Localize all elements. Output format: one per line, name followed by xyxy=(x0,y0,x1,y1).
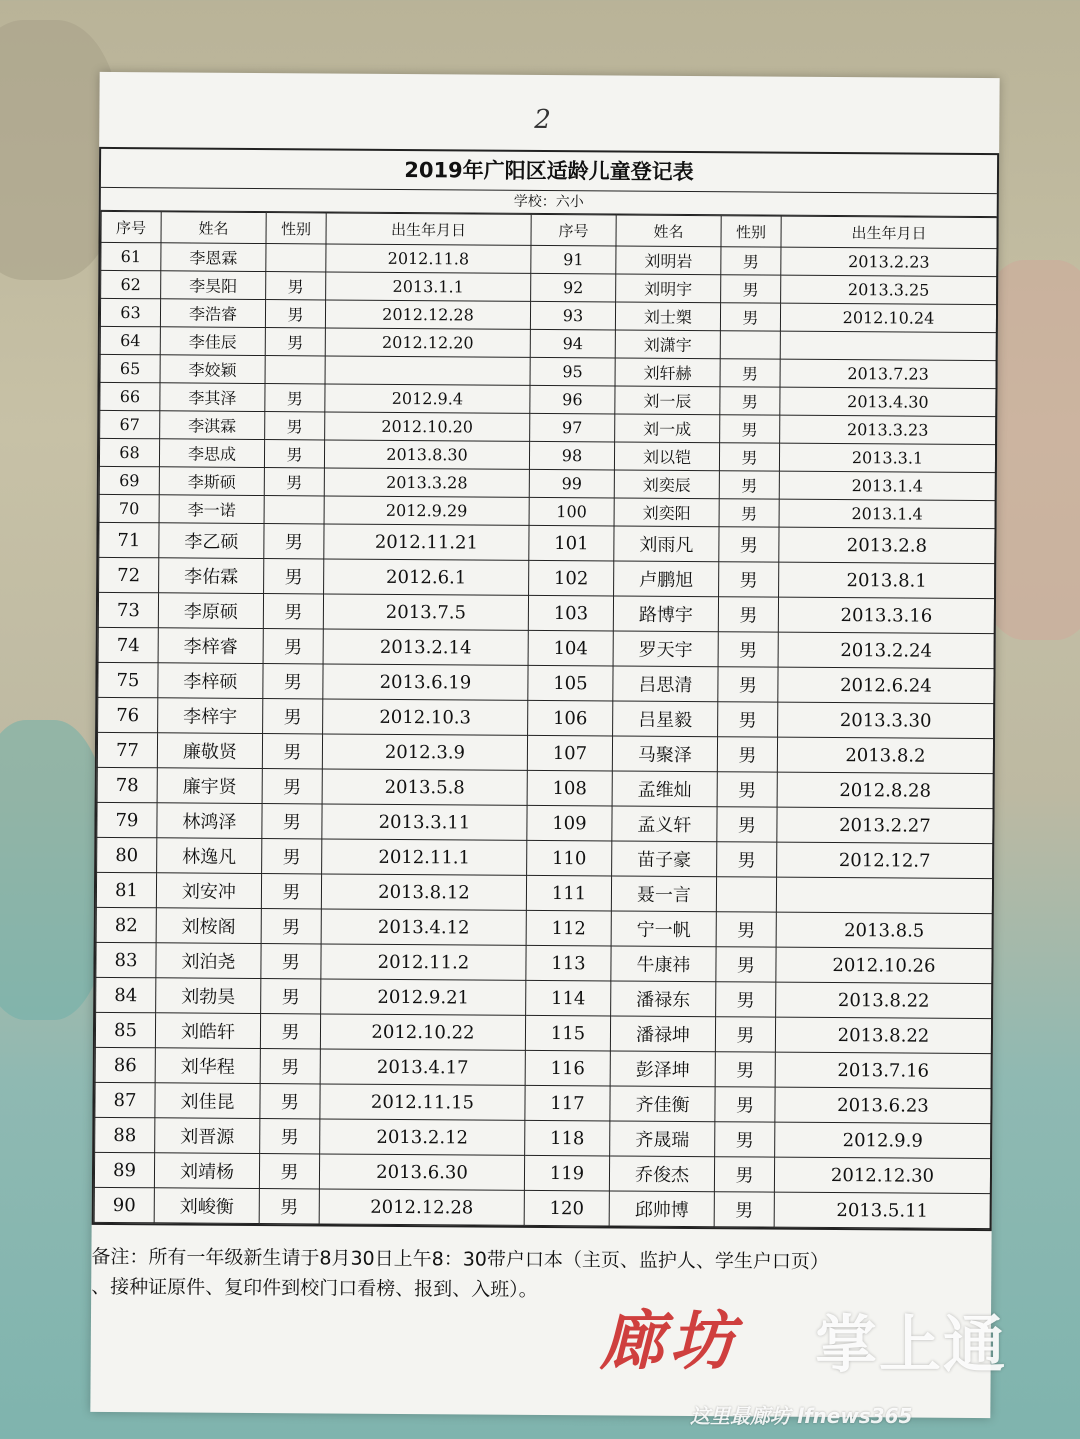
table-cell: 85 xyxy=(95,1012,155,1047)
table-cell: 齐佳衡 xyxy=(610,1086,715,1122)
table-cell: 男 xyxy=(719,562,779,597)
table-cell: 2013.6.30 xyxy=(319,1154,524,1190)
table-cell: 71 xyxy=(99,522,159,557)
table-cell xyxy=(265,356,325,384)
table-cell: 男 xyxy=(260,1049,320,1084)
table-cell: 李斯硕 xyxy=(159,467,264,496)
table-cell: 男 xyxy=(261,874,321,909)
table-cell: 101 xyxy=(529,525,614,561)
table-cell: 2012.11.8 xyxy=(326,244,531,273)
table-cell: 刘勃昊 xyxy=(156,978,261,1014)
table-cell: 2012.10.26 xyxy=(776,947,992,984)
table-cell: 2012.12.20 xyxy=(325,328,530,357)
table-cell: 吕星毅 xyxy=(613,701,718,737)
table-cell: 刘明宇 xyxy=(616,274,721,303)
table-cell: 男 xyxy=(717,737,777,772)
table-cell: 男 xyxy=(715,1122,775,1157)
table-cell: 2013.8.30 xyxy=(324,440,529,469)
table-cell: 男 xyxy=(715,1087,775,1122)
table-cell: 2013.5.8 xyxy=(322,769,527,805)
table-cell: 李乙硕 xyxy=(159,523,264,559)
table-cell: 李原硕 xyxy=(158,593,263,629)
header-cell: 姓名 xyxy=(161,212,266,244)
table-cell: 林逸凡 xyxy=(157,838,262,874)
table-cell: 男 xyxy=(718,597,778,632)
table-cell: 卢鹏旭 xyxy=(614,561,719,597)
table-cell: 82 xyxy=(96,907,156,942)
registration-table xyxy=(94,211,998,1229)
table-cell: 男 xyxy=(716,947,776,982)
table-cell: 李昊阳 xyxy=(161,271,266,300)
page-number: 2 xyxy=(534,104,552,136)
table-cell: 2013.4.30 xyxy=(780,387,996,417)
table-cell: 男 xyxy=(266,272,326,300)
table-cell: 男 xyxy=(715,1017,775,1052)
table-cell: 2013.6.19 xyxy=(323,664,528,700)
table-cell: 刘桉阁 xyxy=(156,908,261,944)
table-cell: 2012.11.1 xyxy=(322,839,527,875)
header-cell: 序号 xyxy=(101,211,161,242)
table-cell: 李淇霖 xyxy=(160,411,265,440)
table-cell: 刘泊尧 xyxy=(156,943,261,979)
table-cell xyxy=(325,356,530,385)
table-cell: 男 xyxy=(264,440,324,468)
table-cell: 2013.1.4 xyxy=(779,471,995,501)
watermark-red-text: 廊坊 xyxy=(600,1304,740,1379)
table-cell: 2013.5.11 xyxy=(774,1192,990,1229)
table-cell: 103 xyxy=(528,595,613,631)
table-cell: 2012.12.7 xyxy=(777,842,993,879)
table-cell xyxy=(720,331,780,359)
table-cell: 111 xyxy=(526,875,611,911)
table-cell: 2013.3.23 xyxy=(780,415,996,445)
remark-line: 备注：所有一年级新生请于8月30日上午8：30带户口本（主页、监护人、学生户口页） xyxy=(91,1245,830,1273)
table-cell: 2012.12.28 xyxy=(319,1189,524,1225)
table-cell: 2012.6.1 xyxy=(324,559,529,595)
table-cell: 75 xyxy=(98,662,158,697)
table-cell: 2013.8.22 xyxy=(776,982,992,1019)
table-cell: 男 xyxy=(720,415,780,443)
table-cell: 男 xyxy=(714,1157,774,1192)
table-cell: 64 xyxy=(100,326,160,354)
table-cell: 63 xyxy=(100,298,160,326)
table-cell: 聂一言 xyxy=(611,876,716,912)
table-cell: 男 xyxy=(720,303,780,331)
table-cell: 男 xyxy=(717,842,777,877)
table-cell: 刘安冲 xyxy=(156,873,261,909)
table-cell: 74 xyxy=(98,627,158,662)
table-cell: 马聚泽 xyxy=(612,736,717,772)
table-cell xyxy=(264,496,324,524)
table-cell: 刘雨凡 xyxy=(614,526,719,562)
table-cell: 男 xyxy=(716,982,776,1017)
table-cell: 68 xyxy=(99,438,159,466)
table-cell: 76 xyxy=(98,697,158,732)
table-cell: 2013.1.4 xyxy=(779,499,995,529)
table-cell: 118 xyxy=(525,1120,610,1156)
table-cell: 93 xyxy=(530,301,615,330)
table-cell: 男 xyxy=(263,699,323,734)
table-cell: 116 xyxy=(525,1050,610,1086)
table-cell: 刘一辰 xyxy=(615,386,720,415)
table-cell: 男 xyxy=(262,734,322,769)
table-cell: 2013.3.25 xyxy=(781,275,997,305)
table-cell: 男 xyxy=(261,944,321,979)
table-cell: 2013.6.23 xyxy=(775,1087,991,1124)
table-cell: 齐晟瑞 xyxy=(610,1121,715,1157)
table-cell: 潘禄坤 xyxy=(610,1016,715,1052)
table-cell: 李梓宇 xyxy=(158,698,263,734)
table-cell: 70 xyxy=(99,494,159,522)
table-cell: 男 xyxy=(721,247,781,275)
table-cell: 男 xyxy=(720,387,780,415)
table-cell: 2013.8.1 xyxy=(779,562,995,599)
table-cell: 刘奕阳 xyxy=(614,498,719,527)
table-cell: 2013.8.12 xyxy=(321,874,526,910)
table-cell: 李姣颖 xyxy=(160,355,265,384)
table-cell: 林鸿泽 xyxy=(157,803,262,839)
table-cell: 宁一帆 xyxy=(611,911,716,947)
table-cell: 65 xyxy=(100,354,160,382)
table-cell: 孟维灿 xyxy=(612,771,717,807)
table-cell: 113 xyxy=(526,945,611,981)
table-cell xyxy=(780,331,996,361)
table-cell: 男 xyxy=(263,594,323,629)
table-cell: 彭泽坤 xyxy=(610,1051,715,1087)
table-cell: 2013.8.5 xyxy=(776,912,992,949)
table-cell: 男 xyxy=(260,1014,320,1049)
school-label: 学校：六小 xyxy=(101,188,997,217)
table-cell: 李一诺 xyxy=(159,495,264,524)
table-cell: 李其泽 xyxy=(160,383,265,412)
table-cell: 苗子豪 xyxy=(612,841,717,877)
table-cell: 2013.8.2 xyxy=(777,737,993,774)
table-cell: 2012.9.4 xyxy=(325,384,530,413)
table-cell: 2012.10.20 xyxy=(325,412,530,441)
table-cell: 2012.6.24 xyxy=(778,667,994,704)
table-cell: 男 xyxy=(717,772,777,807)
table-cell: 2013.2.14 xyxy=(323,629,528,665)
table-cell: 112 xyxy=(526,910,611,946)
table-cell: 孟义轩 xyxy=(612,806,717,842)
table-cell: 罗天宇 xyxy=(613,631,718,667)
table-cell: 吕思清 xyxy=(613,666,718,702)
table-cell: 男 xyxy=(719,443,779,471)
table-cell: 78 xyxy=(97,767,157,802)
table-cell: 120 xyxy=(524,1190,609,1226)
header-cell: 性别 xyxy=(266,213,326,244)
table-cell: 2012.11.15 xyxy=(320,1084,525,1120)
table-cell: 90 xyxy=(94,1187,154,1222)
table-cell: 102 xyxy=(529,560,614,596)
table-cell: 路博宇 xyxy=(613,596,718,632)
watermark-subtext: 这里最廊坊 lfnews365 xyxy=(690,1404,913,1428)
table-cell: 2012.10.24 xyxy=(780,303,996,333)
table-cell: 100 xyxy=(529,497,614,526)
table-cell: 刘明岩 xyxy=(616,246,721,275)
table-cell: 廉敬贤 xyxy=(157,733,262,769)
table-cell: 88 xyxy=(95,1117,155,1152)
table-cell: 男 xyxy=(717,807,777,842)
table-cell: 男 xyxy=(721,275,781,303)
table-cell xyxy=(776,877,992,914)
table-cell: 117 xyxy=(525,1085,610,1121)
table-cell: 男 xyxy=(261,909,321,944)
table-cell: 男 xyxy=(259,1154,319,1189)
table-cell: 邱帅博 xyxy=(609,1191,714,1227)
table-cell: 男 xyxy=(262,769,322,804)
table-cell: 男 xyxy=(261,979,321,1014)
table-cell: 61 xyxy=(101,242,161,270)
table-cell: 2013.4.12 xyxy=(321,909,526,945)
table-cell: 刘华程 xyxy=(155,1048,260,1084)
table-cell: 男 xyxy=(262,804,322,839)
table-cell: 男 xyxy=(264,559,324,594)
table-cell: 李梓睿 xyxy=(158,628,263,664)
table-cell: 2013.2.24 xyxy=(778,632,994,669)
table-cell: 男 xyxy=(263,629,323,664)
watermark-white-text: 掌上通 xyxy=(815,1308,1008,1381)
table-cell: 91 xyxy=(531,245,616,274)
table-cell: 2013.7.23 xyxy=(780,359,996,389)
table-cell: 李恩霖 xyxy=(161,243,266,272)
table-cell: 66 xyxy=(100,382,160,410)
header-cell: 姓名 xyxy=(616,215,721,247)
table-cell: 男 xyxy=(264,524,324,559)
table-cell: 97 xyxy=(530,413,615,442)
table-cell: 潘禄东 xyxy=(611,981,716,1017)
table-cell: 刘佳昆 xyxy=(155,1083,260,1119)
table-cell: 89 xyxy=(94,1152,154,1187)
table-cell: 2012.9.9 xyxy=(775,1122,991,1159)
table-cell: 刘士槊 xyxy=(615,302,720,331)
table-cell: 86 xyxy=(95,1047,155,1082)
table-cell: 115 xyxy=(525,1015,610,1051)
table-cell: 2013.2.23 xyxy=(781,247,997,277)
table-cell: 男 xyxy=(265,384,325,412)
header-cell: 出生年月日 xyxy=(326,213,531,245)
table-cell: 2012.8.28 xyxy=(777,772,993,809)
table-cell: 104 xyxy=(528,630,613,666)
registration-paper xyxy=(90,72,999,1418)
table-cell xyxy=(716,877,776,912)
table-cell: 男 xyxy=(262,839,322,874)
table-cell: 119 xyxy=(524,1155,609,1191)
table-cell: 99 xyxy=(529,469,614,498)
table-cell: 105 xyxy=(528,665,613,701)
table-cell: 69 xyxy=(99,466,159,494)
table-cell: 96 xyxy=(530,385,615,414)
table-cell: 2012.9.29 xyxy=(324,496,529,525)
table-cell: 刘峻衡 xyxy=(154,1188,259,1224)
table-cell: 2012.10.22 xyxy=(320,1014,525,1050)
table-cell: 男 xyxy=(714,1192,774,1227)
table-cell: 男 xyxy=(265,300,325,328)
table-cell: 李梓硕 xyxy=(158,663,263,699)
table-cell: 2012.10.3 xyxy=(323,699,528,735)
table-cell: 2013.1.1 xyxy=(326,272,531,301)
table-cell: 男 xyxy=(259,1189,319,1224)
table-cell: 2012.11.21 xyxy=(324,524,529,560)
remark-line: 、接种证原件、复印件到校门口看榜、报到、入班）。 xyxy=(91,1275,538,1301)
table-cell: 刘皓轩 xyxy=(155,1013,260,1049)
table-cell: 109 xyxy=(527,805,612,841)
table-cell: 男 xyxy=(718,667,778,702)
table-cell: 2012.11.2 xyxy=(321,944,526,980)
table-cell: 刘奕辰 xyxy=(614,470,719,499)
header-cell: 序号 xyxy=(531,214,616,246)
table-cell: 67 xyxy=(100,410,160,438)
table-cell: 刘一成 xyxy=(615,414,720,443)
table-cell: 2013.3.28 xyxy=(324,468,529,497)
table-cell: 80 xyxy=(97,837,157,872)
table-cell: 110 xyxy=(527,840,612,876)
table-cell: 92 xyxy=(531,273,616,302)
table-cell: 男 xyxy=(719,471,779,499)
table-cell: 84 xyxy=(96,977,156,1012)
table-cell: 2012.12.30 xyxy=(774,1157,990,1194)
table-cell: 2013.3.16 xyxy=(778,597,994,634)
table-cell: 男 xyxy=(719,527,779,562)
table-cell: 2012.12.28 xyxy=(325,300,530,329)
table-cell: 刘靖杨 xyxy=(154,1153,259,1189)
table-cell: 刘晋源 xyxy=(155,1118,260,1154)
table-cell: 2012.9.21 xyxy=(321,979,526,1015)
table-cell: 李思成 xyxy=(159,439,264,468)
sheet-title: 2019年广阳区适龄儿童登记表 xyxy=(101,149,997,194)
table-cell: 87 xyxy=(95,1082,155,1117)
table-cell: 2013.2.27 xyxy=(777,807,993,844)
table-cell: 牛康祎 xyxy=(611,946,716,982)
table-cell: 98 xyxy=(529,441,614,470)
table-cell: 72 xyxy=(99,557,159,592)
table-cell: 73 xyxy=(98,592,158,627)
table-cell: 81 xyxy=(96,872,156,907)
table-cell: 廉宇贤 xyxy=(157,768,262,804)
table-cell xyxy=(266,244,326,272)
table-cell: 2013.3.30 xyxy=(778,702,994,739)
table-cell: 114 xyxy=(526,980,611,1016)
table-cell: 李佳辰 xyxy=(160,327,265,356)
table-cell: 77 xyxy=(97,732,157,767)
table-cell: 刘潇宇 xyxy=(615,330,720,359)
table-cell: 2013.3.11 xyxy=(322,804,527,840)
table-cell: 男 xyxy=(264,468,324,496)
table-cell: 刘轩赫 xyxy=(615,358,720,387)
table-cell: 乔俊杰 xyxy=(609,1156,714,1192)
header-cell: 出生年月日 xyxy=(781,216,997,249)
table-cell: 男 xyxy=(718,702,778,737)
table-cell: 2013.3.1 xyxy=(779,443,995,473)
table-cell: 79 xyxy=(97,802,157,837)
table-cell: 95 xyxy=(530,357,615,386)
table-cell: 2013.2.8 xyxy=(779,527,995,564)
table-cell: 2013.8.22 xyxy=(775,1017,991,1054)
table-cell: 2013.2.12 xyxy=(320,1119,525,1155)
table-cell: 62 xyxy=(101,270,161,298)
table-cell: 2013.7.16 xyxy=(775,1052,991,1089)
table-cell: 108 xyxy=(527,770,612,806)
table-cell: 男 xyxy=(263,664,323,699)
table-cell: 男 xyxy=(718,632,778,667)
table-cell: 男 xyxy=(719,499,779,527)
table-cell: 2013.7.5 xyxy=(323,594,528,630)
table-cell: 男 xyxy=(265,412,325,440)
table-cell: 男 xyxy=(720,359,780,387)
table-body xyxy=(94,242,997,1228)
table-cell: 2013.4.17 xyxy=(320,1049,525,1085)
registration-sheet xyxy=(92,147,1000,1231)
table-cell: 94 xyxy=(530,329,615,358)
table-cell: 男 xyxy=(265,328,325,356)
header-cell: 性别 xyxy=(721,216,781,247)
table-cell: 107 xyxy=(527,735,612,771)
table-cell: 83 xyxy=(96,942,156,977)
table-cell: 李浩睿 xyxy=(160,299,265,328)
table-cell: 刘以铠 xyxy=(614,442,719,471)
table-cell: 2012.3.9 xyxy=(322,734,527,770)
table-row xyxy=(94,1187,990,1228)
table-cell: 男 xyxy=(715,1052,775,1087)
table-cell: 李佑霖 xyxy=(159,558,264,594)
table-cell: 男 xyxy=(260,1084,320,1119)
table-cell: 男 xyxy=(716,912,776,947)
table-cell: 106 xyxy=(528,700,613,736)
table-cell: 男 xyxy=(260,1119,320,1154)
